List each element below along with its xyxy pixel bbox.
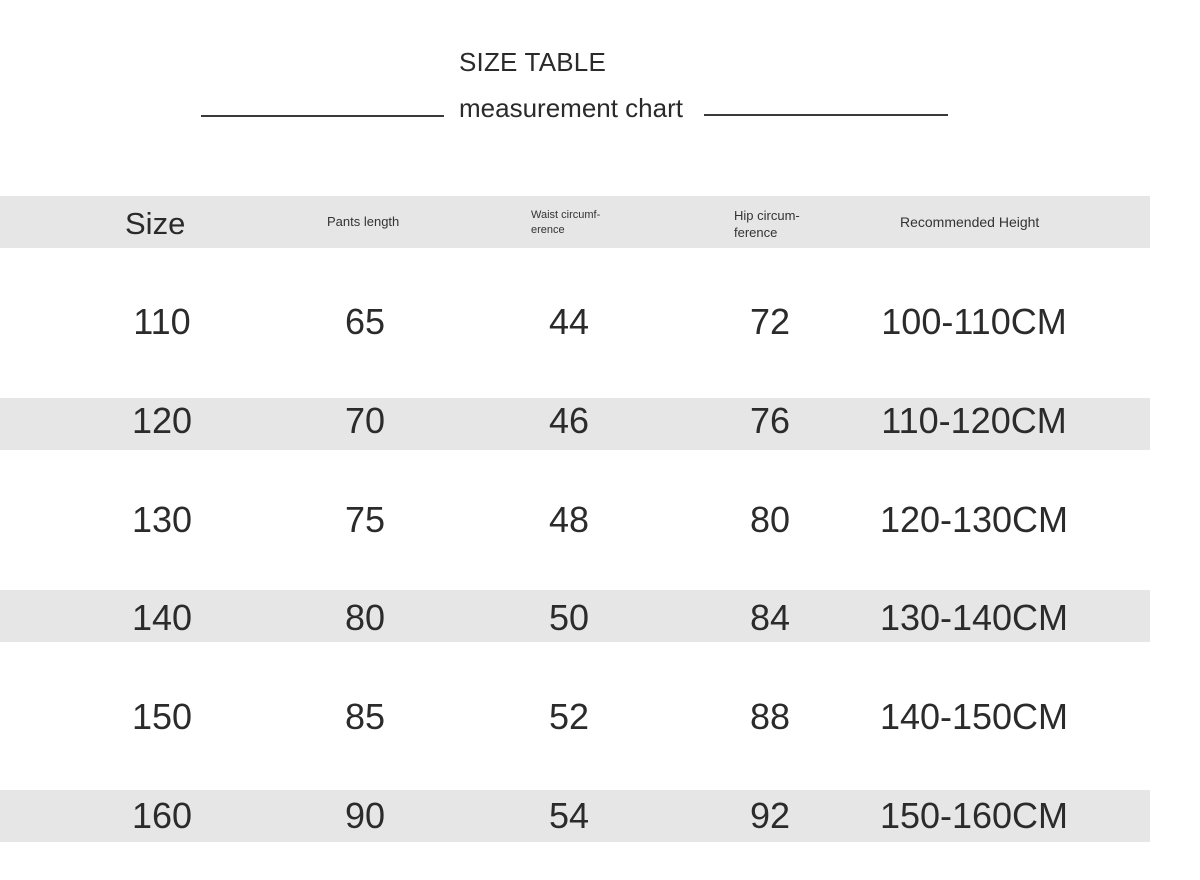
cell-waist: 50	[548, 597, 590, 638]
table-row	[0, 401, 1150, 441]
cell-hip: 76	[749, 400, 791, 441]
cell-hip: 80	[749, 499, 791, 540]
header-waist-line1: Waist circumf-	[531, 209, 601, 221]
cell-height: 140-150CM	[879, 696, 1069, 737]
cell-pants-length: 85	[344, 696, 386, 737]
cell-pants-length: 90	[344, 795, 386, 836]
cell-size: 160	[131, 795, 193, 836]
table-row	[0, 796, 1150, 836]
cell-pants-length: 70	[344, 400, 386, 441]
cell-height: 100-110CM	[881, 301, 1067, 342]
cell-waist: 46	[548, 400, 590, 441]
header-waist-circumference	[531, 208, 621, 238]
table-row	[0, 302, 1150, 342]
cell-size: 150	[131, 696, 193, 737]
cell-size: 110	[133, 301, 191, 342]
cell-size: 140	[131, 597, 193, 638]
cell-waist: 54	[548, 795, 590, 836]
header-pants-length: Pants length	[327, 214, 400, 229]
cell-height: 120-130CM	[879, 499, 1069, 540]
cell-waist: 44	[548, 301, 590, 342]
cell-height: 150-160CM	[879, 795, 1069, 836]
header-hip-line1: Hip circum-	[734, 208, 800, 223]
cell-hip: 84	[749, 597, 791, 638]
page-subtitle: measurement chart	[459, 93, 683, 123]
title-divider-right	[704, 114, 948, 116]
cell-waist: 48	[548, 499, 590, 540]
table-row	[0, 598, 1150, 638]
cell-pants-length: 75	[344, 499, 386, 540]
header-recommended-height: Recommended Height	[900, 214, 1040, 230]
page-title: SIZE TABLE	[459, 47, 606, 77]
cell-height: 130-140CM	[879, 597, 1069, 638]
cell-size: 120	[131, 400, 193, 441]
table-row	[0, 697, 1150, 737]
cell-waist: 52	[548, 696, 590, 737]
cell-hip: 88	[749, 696, 791, 737]
header-waist-line2: erence	[531, 224, 565, 236]
header-hip-line2: ference	[734, 225, 778, 240]
cell-hip: 72	[749, 301, 791, 342]
cell-hip: 92	[749, 795, 791, 836]
header-hip-circumference	[734, 207, 824, 241]
header-size: Size	[125, 206, 186, 241]
cell-pants-length: 65	[344, 301, 386, 342]
title-divider-left	[201, 115, 444, 117]
cell-height: 110-120CM	[881, 400, 1067, 441]
cell-size: 130	[131, 499, 193, 540]
cell-pants-length: 80	[344, 597, 386, 638]
table-row	[0, 500, 1150, 540]
